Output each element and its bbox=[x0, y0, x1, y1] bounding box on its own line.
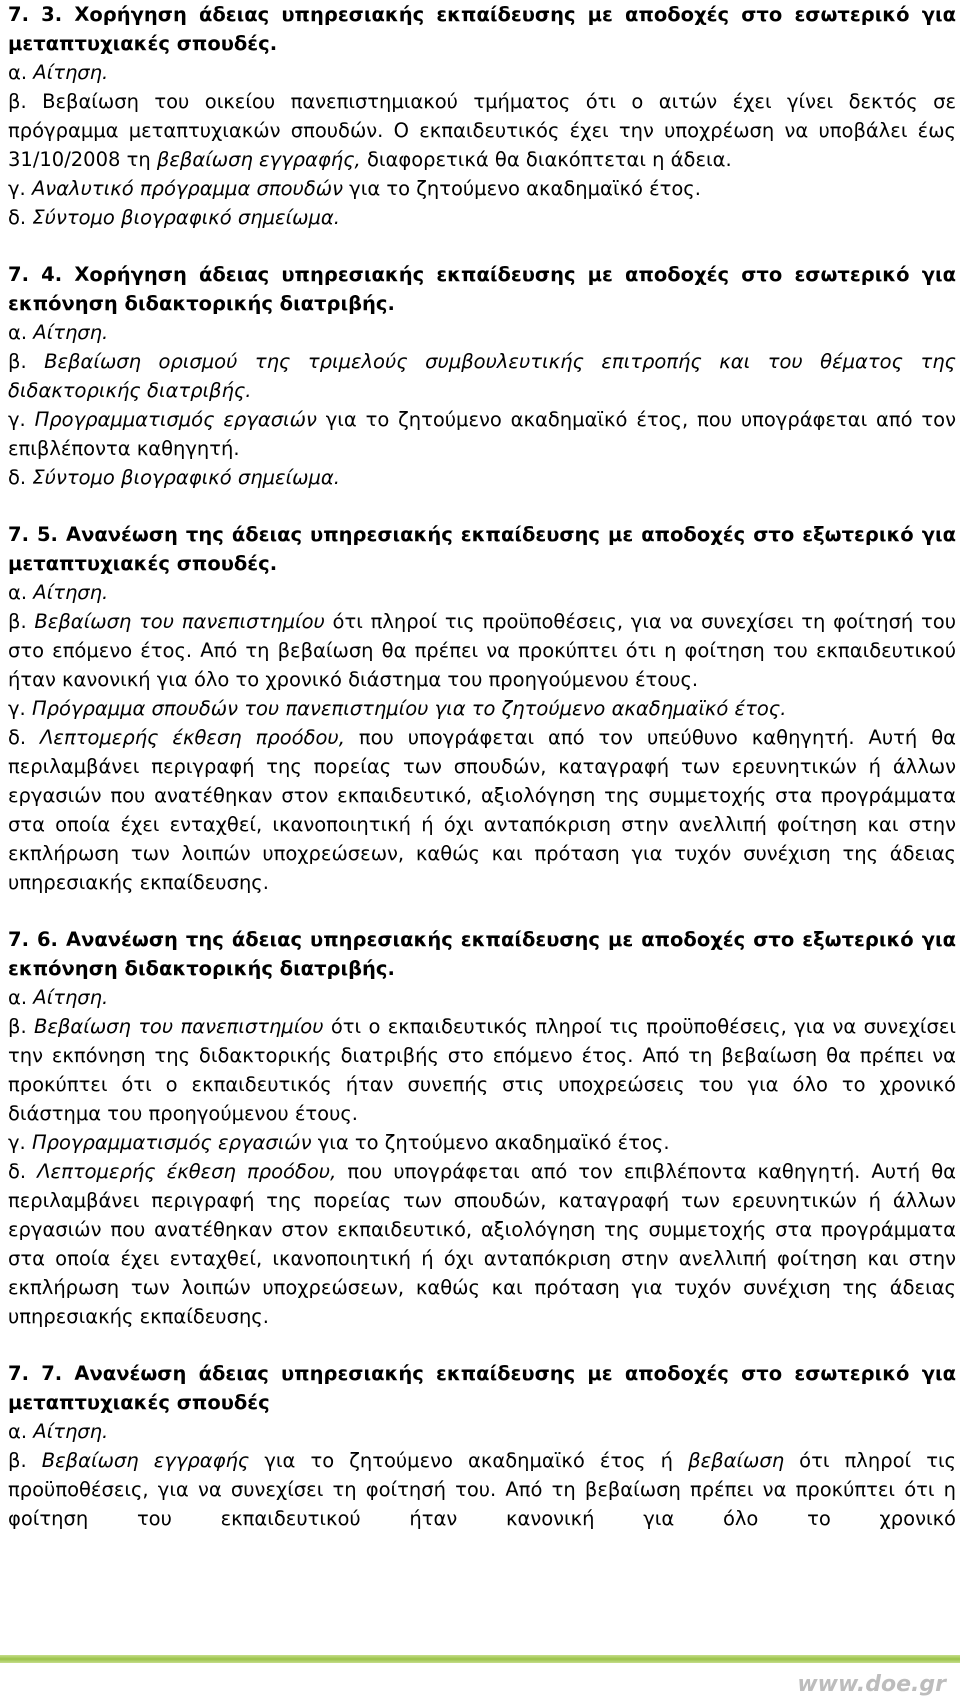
item-d: δ. Σύντομο βιογραφικό σημείωμα. bbox=[8, 466, 340, 489]
item-a: α. Αίτηση. bbox=[8, 61, 109, 84]
item-b: β. Βεβαίωση του οικείου πανεπιστημιακού τμήματος ότι ο αιτών έχει γίνει δεκτός σε πρόγραμμα μεταπτυχιακών σπουδών. Ο εκπαιδευτικός έχει την υποχρέωση να υποβάλει έως 31/10/2008 τη βεβαίωση εγγραφής, διαφορετικά θα διακόπτεται η άδεια. bbox=[8, 90, 956, 171]
item-d: δ. Λεπτομερής έκθεση προόδου, που υπογράφεται από τον επιβλέποντα καθηγητή. Αυτή θα περιλαμβάνει περιγραφή της πορείας των σπουδών, καταγραφή των ερευνητικών ή άλλων εργασιών που ανατέθηκαν στον εκπαιδευτικό, αξιολόγηση της συμμετοχής στα προγράμματα στα οποία έχει ενταχθεί, ικανοποιητική ή όχι ανταπόκριση στην ανελλιπή φοίτηση και στην εκπλήρωση των λοιπών υποχρεώσεων, καθώς και πρόταση για τυχόν συνέχιση της άδειας υπηρεσιακής εκπαίδευσης. bbox=[8, 1160, 956, 1328]
item-a: α. Αίτηση. bbox=[8, 321, 109, 344]
section-number: 7. 6. bbox=[8, 928, 58, 951]
item-c: γ. Προγραμματισμός εργασιών για το ζητούμενο ακαδημαϊκό έτος. bbox=[8, 1131, 670, 1154]
section-number: 7. 4. bbox=[8, 263, 63, 286]
section-7-3 bbox=[8, 0, 956, 232]
section-heading bbox=[8, 925, 956, 983]
section-heading bbox=[8, 260, 956, 318]
section-heading bbox=[8, 0, 956, 58]
section-title: Χορήγηση άδειας υπηρεσιακής εκπαίδευσης με αποδοχές στο εσωτερικό για μεταπτυχιακές σπουδές. bbox=[8, 3, 956, 55]
section-title: Χορήγηση άδειας υπηρεσιακής εκπαίδευσης με αποδοχές στο εσωτερικό για εκπόνηση διδακτορικής διατριβής. bbox=[8, 263, 956, 315]
item-b: β. Βεβαίωση εγγραφής για το ζητούμενο ακαδημαϊκό έτος ή βεβαίωση ότι πληροί τις προϋποθέσεις, για να συνεχίσει τη φοίτησή του. Από τη βεβαίωση πρέπει να προκύπτει ότι η φοίτηση του εκπαιδευτικού ήταν κανονική για όλο το χρονικό bbox=[8, 1449, 956, 1530]
item-d: δ. Λεπτομερής έκθεση προόδου, που υπογράφεται από τον υπεύθυνο καθηγητή. Αυτή θα περιλαμβάνει περιγραφή της πορείας των σπουδών, καταγραφή των ερευνητικών ή άλλων εργασιών που ανατέθηκαν στον εκπαιδευτικό, αξιολόγηση της συμμετοχής στα προγράμματα στα οποία έχει ενταχθεί, ικανοποιητική ή όχι ανταπόκριση στην ανελλιπή φοίτηση και στην εκπλήρωση των λοιπών υποχρεώσεων, καθώς και πρόταση για τυχόν συνέχιση της άδειας υπηρεσιακής εκπαίδευσης. bbox=[8, 726, 957, 894]
section-title: Ανανέωση της άδειας υπηρεσιακής εκπαίδευσης με αποδοχές στο εξωτερικό για εκπόνηση διδακτορικής διατριβής. bbox=[8, 928, 956, 980]
item-b: β. Βεβαίωση ορισμού της τριμελούς συμβουλευτικής επιτροπής και του θέματος της διδακτορικής διατριβής. bbox=[8, 350, 957, 402]
section-title: Ανανέωση άδειας υπηρεσιακής εκπαίδευσης με αποδοχές στο εσωτερικό για μεταπτυχιακές σπουδές bbox=[8, 1362, 956, 1414]
item-a: α. Αίτηση. bbox=[8, 1420, 109, 1443]
item-b: β. Βεβαίωση του πανεπιστημίου ότι πληροί τις προϋποθέσεις, για να συνεχίσει τη φοίτησή του στο επόμενο έτος. Από τη βεβαίωση θα πρέπει να προκύπτει ότι η φοίτηση του εκπαιδευτικού ήταν κανονική για όλο το χρονικό διάστημα του προηγούμενου έτους. bbox=[8, 610, 956, 691]
item-c: γ. Αναλυτικό πρόγραμμα σπουδών για το ζητούμενο ακαδημαϊκό έτος. bbox=[8, 177, 701, 200]
section-7-7 bbox=[8, 1359, 956, 1533]
footer-website: www.doe.gr bbox=[797, 1672, 946, 1697]
item-b: β. Βεβαίωση του πανεπιστημίου ότι ο εκπαιδευτικός πληροί τις προϋποθέσεις, για να συνεχίσει την εκπόνηση της διδακτορικής διατριβής στο επόμενο έτος. Από τη βεβαίωση θα πρέπει να προκύπτει ότι ο εκπαιδευτικός ήταν συνεπής στις υποχρεώσεις του για όλο το χρονικό διάστημα του προηγούμενου έτους. bbox=[8, 1015, 957, 1125]
section-title: Ανανέωση της άδειας υπηρεσιακής εκπαίδευσης με αποδοχές στο εξωτερικό για μεταπτυχιακές σπουδές. bbox=[8, 523, 956, 575]
item-c: γ. Πρόγραμμα σπουδών του πανεπιστημίου για το ζητούμενο ακαδημαϊκό έτος. bbox=[8, 697, 787, 720]
section-7-4 bbox=[8, 260, 956, 492]
document-page bbox=[8, 0, 956, 1563]
item-a: α. Αίτηση. bbox=[8, 581, 109, 604]
section-7-6 bbox=[8, 925, 956, 1331]
item-a: α. Αίτηση. bbox=[8, 986, 109, 1009]
section-number: 7. 7. bbox=[8, 1362, 63, 1385]
section-heading bbox=[8, 520, 956, 578]
item-c: γ. Προγραμματισμός εργασιών για το ζητούμενο ακαδημαϊκό έτος, που υπογράφεται από τον επιβλέποντα καθηγητή. bbox=[8, 408, 956, 460]
footer-divider bbox=[0, 1655, 960, 1663]
item-d: δ. Σύντομο βιογραφικό σημείωμα. bbox=[8, 206, 340, 229]
section-7-5 bbox=[8, 520, 956, 897]
section-number: 7. 3. bbox=[8, 3, 63, 26]
section-number: 7. 5. bbox=[8, 523, 58, 546]
section-heading bbox=[8, 1359, 956, 1417]
